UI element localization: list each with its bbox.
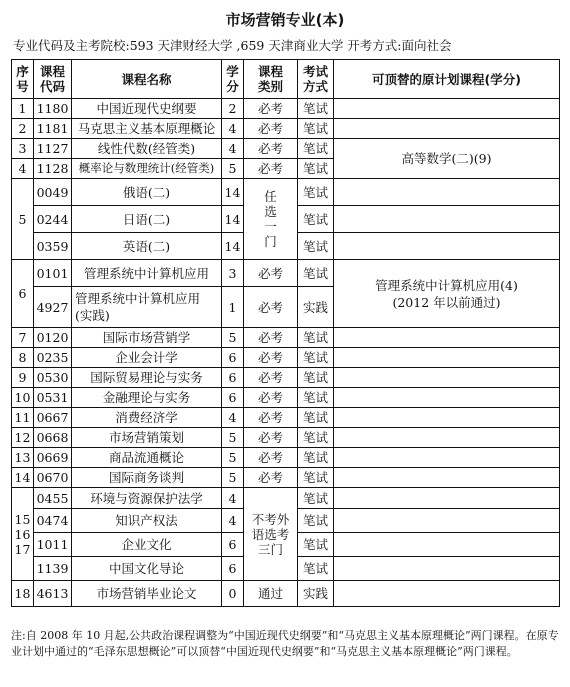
- course-credit: 4: [222, 509, 244, 533]
- course-name: 俄语(二): [72, 179, 222, 206]
- course-name: 环境与资源保护法学: [72, 488, 222, 509]
- course-name: 管理系统中计算机应用 (实践): [72, 287, 222, 328]
- course-category: 必考: [244, 468, 298, 488]
- course-credit: 4: [222, 408, 244, 428]
- exam-method: 笔试: [298, 206, 334, 233]
- replacement-cell: [334, 206, 560, 233]
- header-replace: 可顶替的原计划课程(学分): [334, 60, 560, 99]
- replacement-cell: [334, 388, 560, 408]
- course-name: 知识产权法: [72, 509, 222, 533]
- course-code: 0101: [34, 260, 72, 287]
- course-code: 0531: [34, 388, 72, 408]
- header-seq: 序 号: [12, 60, 34, 99]
- exam-method: 笔试: [298, 159, 334, 179]
- exam-method: 实践: [298, 581, 334, 607]
- course-credit: 1: [222, 287, 244, 328]
- replacement-computer: 管理系统中计算机应用(4) (2012 年以前通过): [334, 260, 560, 328]
- exam-method: 笔试: [298, 448, 334, 468]
- course-name: 企业文化: [72, 533, 222, 557]
- course-code: 0235: [34, 348, 72, 368]
- table-row: [12, 260, 560, 287]
- course-code: 1181: [34, 119, 72, 139]
- row-seq: 13: [12, 448, 34, 468]
- table-row: [12, 139, 560, 159]
- exam-method: 笔试: [298, 509, 334, 533]
- course-code: 0670: [34, 468, 72, 488]
- course-credit: 6: [222, 348, 244, 368]
- course-code: 0669: [34, 448, 72, 468]
- course-code: 0668: [34, 428, 72, 448]
- table-row: [12, 468, 560, 488]
- table-header-row: [12, 60, 560, 99]
- row-seq: 10: [12, 388, 34, 408]
- replacement-cell: [334, 99, 560, 119]
- replacement-cell: [334, 448, 560, 468]
- course-category: 必考: [244, 428, 298, 448]
- course-credit: 6: [222, 557, 244, 581]
- course-code: 0359: [34, 233, 72, 260]
- major-meta-line: 专业代码及主考院校:593 天津财经大学 ,659 天津商业大学 开考方式:面向社会: [13, 38, 452, 53]
- course-credit: 4: [222, 139, 244, 159]
- course-name: 金融理论与实务: [72, 388, 222, 408]
- exam-method: 笔试: [298, 533, 334, 557]
- course-category: 必考: [244, 408, 298, 428]
- course-code: 1139: [34, 557, 72, 581]
- course-credit: 5: [222, 328, 244, 348]
- exam-method: 笔试: [298, 348, 334, 368]
- row-seq: 14: [12, 468, 34, 488]
- course-code: 4613: [34, 581, 72, 607]
- replacement-cell: [334, 348, 560, 368]
- table-row: [12, 581, 560, 607]
- replacement-cell: [334, 509, 560, 533]
- table-row: [12, 348, 560, 368]
- course-code: 1127: [34, 139, 72, 159]
- replacement-cell: [334, 328, 560, 348]
- replacement-cell: [334, 557, 560, 581]
- course-name: 国际贸易理论与实务: [72, 368, 222, 388]
- course-category: 通过: [244, 581, 298, 607]
- course-name: 日语(二): [72, 206, 222, 233]
- course-name: 概率论与数理统计(经管类): [72, 159, 222, 179]
- course-credit: 6: [222, 533, 244, 557]
- course-credit: 14: [222, 233, 244, 260]
- course-name: 线性代数(经管类): [72, 139, 222, 159]
- course-credit: 5: [222, 159, 244, 179]
- course-category: 必考: [244, 159, 298, 179]
- row-seq: 2: [12, 119, 34, 139]
- exam-method: 笔试: [298, 488, 334, 509]
- table-row: [12, 119, 560, 139]
- exam-method: 笔试: [298, 179, 334, 206]
- course-category: 必考: [244, 99, 298, 119]
- exam-method: 笔试: [298, 557, 334, 581]
- page-title: 市场营销专业(本): [225, 11, 345, 29]
- exam-method: 笔试: [298, 99, 334, 119]
- row-seq: 7: [12, 328, 34, 348]
- course-category: 必考: [244, 328, 298, 348]
- course-code: 1180: [34, 99, 72, 119]
- row-seq: 6: [12, 260, 34, 328]
- exam-method: 笔试: [298, 428, 334, 448]
- course-name: 马克思主义基本原理概论: [72, 119, 222, 139]
- table-row: [12, 428, 560, 448]
- course-name: 英语(二): [72, 233, 222, 260]
- table-row: [12, 179, 560, 206]
- course-code: 0667: [34, 408, 72, 428]
- replacement-cell: [334, 119, 560, 139]
- course-name: 市场营销毕业论文: [72, 581, 222, 607]
- course-credit: 14: [222, 206, 244, 233]
- footnote: 注:自 2008 年 10 月起,公共政治课程调整为“中国近现代史纲要”和“马克思主义基本原理概论”两门课程。在原专业计划中通过的“毛泽东思想概论”可以顶替“中国近现代史纲要”和“马克思主义基本原理概论”两门课程。: [11, 629, 559, 658]
- row-seq: 15 16 17: [12, 488, 34, 581]
- course-credit: 4: [222, 119, 244, 139]
- course-code: 0530: [34, 368, 72, 388]
- course-name: 消费经济学: [72, 408, 222, 428]
- course-category: 任 选 一 门: [244, 179, 298, 260]
- course-credit: 14: [222, 179, 244, 206]
- course-code: 0049: [34, 179, 72, 206]
- exam-method: 笔试: [298, 233, 334, 260]
- row-seq: 1: [12, 99, 34, 119]
- table-row: [12, 99, 560, 119]
- course-code: 0120: [34, 328, 72, 348]
- course-credit: 6: [222, 368, 244, 388]
- exam-method: 实践: [298, 287, 334, 328]
- exam-method: 笔试: [298, 408, 334, 428]
- course-name: 市场营销策划: [72, 428, 222, 448]
- table-row: [12, 388, 560, 408]
- row-seq: 5: [12, 179, 34, 260]
- replacement-cell: [334, 368, 560, 388]
- course-credit: 6: [222, 388, 244, 408]
- header-name: 课程名称: [72, 60, 222, 99]
- course-name: 商品流通概论: [72, 448, 222, 468]
- course-credit: 0: [222, 581, 244, 607]
- course-code: 1011: [34, 533, 72, 557]
- row-seq: 8: [12, 348, 34, 368]
- header-code: 课程 代码: [34, 60, 72, 99]
- replacement-cell: [334, 533, 560, 557]
- exam-method: 笔试: [298, 119, 334, 139]
- course-code: 1128: [34, 159, 72, 179]
- course-category: 必考: [244, 348, 298, 368]
- course-credit: 5: [222, 448, 244, 468]
- course-credit: 5: [222, 428, 244, 448]
- course-credit: 3: [222, 260, 244, 287]
- row-seq: 3: [12, 139, 34, 159]
- exam-method: 笔试: [298, 260, 334, 287]
- course-category: 必考: [244, 388, 298, 408]
- exam-method: 笔试: [298, 328, 334, 348]
- course-category: 必考: [244, 260, 298, 287]
- course-name: 国际商务谈判: [72, 468, 222, 488]
- course-credit: 4: [222, 488, 244, 509]
- course-name: 中国近现代史纲要: [72, 99, 222, 119]
- course-plan-table: [11, 59, 560, 607]
- table-row: [12, 408, 560, 428]
- replacement-cell: [334, 468, 560, 488]
- course-category: 必考: [244, 119, 298, 139]
- replacement-cell: [334, 488, 560, 509]
- row-seq: 18: [12, 581, 34, 607]
- replacement-cell: [334, 408, 560, 428]
- row-seq: 11: [12, 408, 34, 428]
- course-name: 管理系统中计算机应用: [72, 260, 222, 287]
- course-category: 必考: [244, 287, 298, 328]
- row-seq: 9: [12, 368, 34, 388]
- course-credit: 2: [222, 99, 244, 119]
- course-name: 中国文化导论: [72, 557, 222, 581]
- course-name: 企业会计学: [72, 348, 222, 368]
- exam-method: 笔试: [298, 388, 334, 408]
- replacement-math: 高等数学(二)(9): [334, 139, 560, 179]
- row-seq: 4: [12, 159, 34, 179]
- header-credit: 学 分: [222, 60, 244, 99]
- replacement-cell: [334, 179, 560, 206]
- course-code: 0244: [34, 206, 72, 233]
- course-name: 国际市场营销学: [72, 328, 222, 348]
- table-row: [12, 368, 560, 388]
- exam-method: 笔试: [298, 139, 334, 159]
- course-code: 4927: [34, 287, 72, 328]
- exam-method: 笔试: [298, 368, 334, 388]
- row-seq: 12: [12, 428, 34, 448]
- course-category: 不考外 语选考 三门: [244, 488, 298, 581]
- course-code: 0474: [34, 509, 72, 533]
- exam-method: 笔试: [298, 468, 334, 488]
- table-row: [12, 488, 560, 509]
- replacement-cell: [334, 428, 560, 448]
- replacement-cell: [334, 581, 560, 607]
- course-category: 必考: [244, 139, 298, 159]
- course-code: 0455: [34, 488, 72, 509]
- header-category: 课程 类别: [244, 60, 298, 99]
- table-row: [12, 328, 560, 348]
- replacement-cell: [334, 233, 560, 260]
- course-category: 必考: [244, 448, 298, 468]
- course-credit: 5: [222, 468, 244, 488]
- header-exam: 考试 方式: [298, 60, 334, 99]
- table-row: [12, 448, 560, 468]
- course-category: 必考: [244, 368, 298, 388]
